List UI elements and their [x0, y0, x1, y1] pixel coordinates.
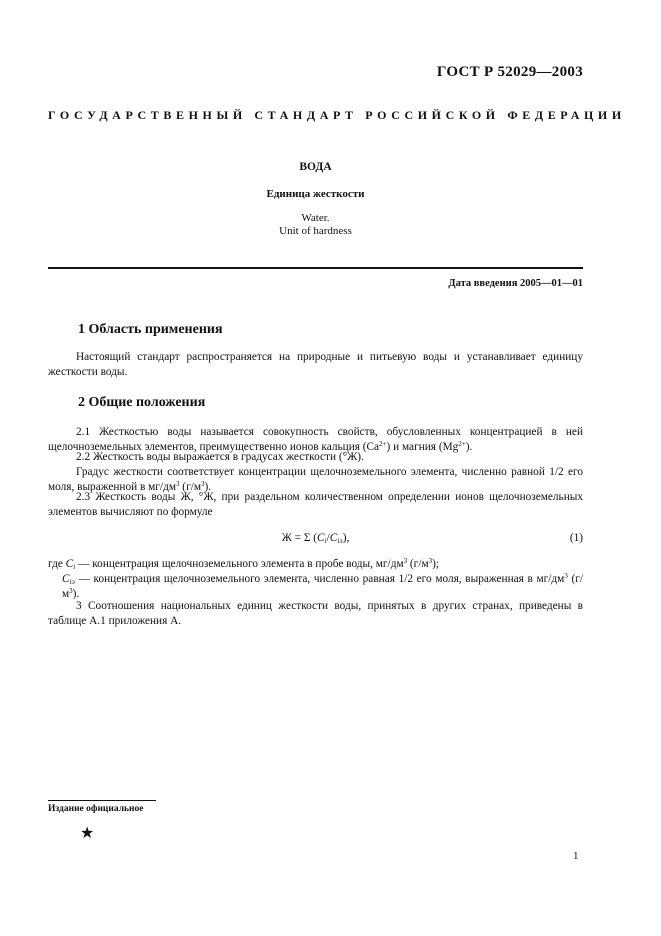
- hardness-formula: Ж = Σ $(C_i/C_{iэ})$,: [281, 532, 350, 545]
- footer-divider: [48, 800, 156, 801]
- paragraph-2-3: 2.3 Жесткость воды Ж, °Ж, при раздельном количественном определении ионов щелочноземельных элементов вычисляют по формуле: [48, 491, 583, 518]
- federation-title: ГОСУДАРСТВЕННЫЙ СТАНДАРТ РОССИЙСКОЙ ФЕДЕРАЦИИ: [48, 108, 626, 122]
- document-subtitle: Единица жесткости: [266, 188, 365, 200]
- introduction-date: Дата введения 2005—01—01: [448, 278, 583, 289]
- where-line-1: где $C_i$ — концентрация щелочноземельного элемента в пробе воды, $мг/дм^3$ $(г/м^3)$;: [48, 557, 440, 571]
- formula-number: (1): [569, 532, 583, 544]
- official-edition-label: Издание официальное: [48, 804, 144, 814]
- paragraph-2-2: 2.2 Жесткость воды выражается в градусах жесткости (°Ж).: [76, 451, 364, 463]
- english-title: [48, 212, 583, 238]
- section-heading-scope: 1 Область применения: [78, 322, 223, 337]
- english-title-line1: Water.: [301, 212, 330, 224]
- paragraph-3: 3 Соотношения национальных единиц жесткости воды, принятых в других странах, приведены в таблице А.1 приложения А.: [48, 600, 583, 627]
- paragraph-degree-definition: Градус жесткости соответствует концентрации щелочноземельного элемента, численно равной 1/2 его моля, выраженной в $мг/дм^3$ $(г/м^3)$.: [48, 466, 583, 493]
- scope-paragraph: Настоящий стандарт распространяется на природные и питьевую воды и устанавливает единицу жесткости воды.: [48, 351, 583, 378]
- title-divider: [48, 267, 583, 269]
- english-title-line2: Unit of hardness: [279, 225, 352, 237]
- paragraph-2-1: 2.1 Жесткостью воды называется совокупность свойств, обусловленных концентрацией в ней щелочноземельных элементов, преимущественно ионов кальция $(Ca^{2+})$ и магния $(Mg^{2+})$.: [48, 426, 583, 453]
- page-number: 1: [573, 850, 579, 862]
- formula-row: [48, 532, 583, 548]
- document-number: ГОСТ Р 52029—2003: [436, 64, 583, 80]
- where-line-2: $C_{iэ}$ — концентрация щелочноземельного элемента, численно равная 1/2 его моля, выраженная в $мг/дм^3$ $(г/м^3)$.: [62, 572, 584, 600]
- document-title: ВОДА: [299, 161, 332, 173]
- section-heading-general: 2 Общие положения: [78, 395, 206, 410]
- star-icon: ★: [80, 825, 95, 842]
